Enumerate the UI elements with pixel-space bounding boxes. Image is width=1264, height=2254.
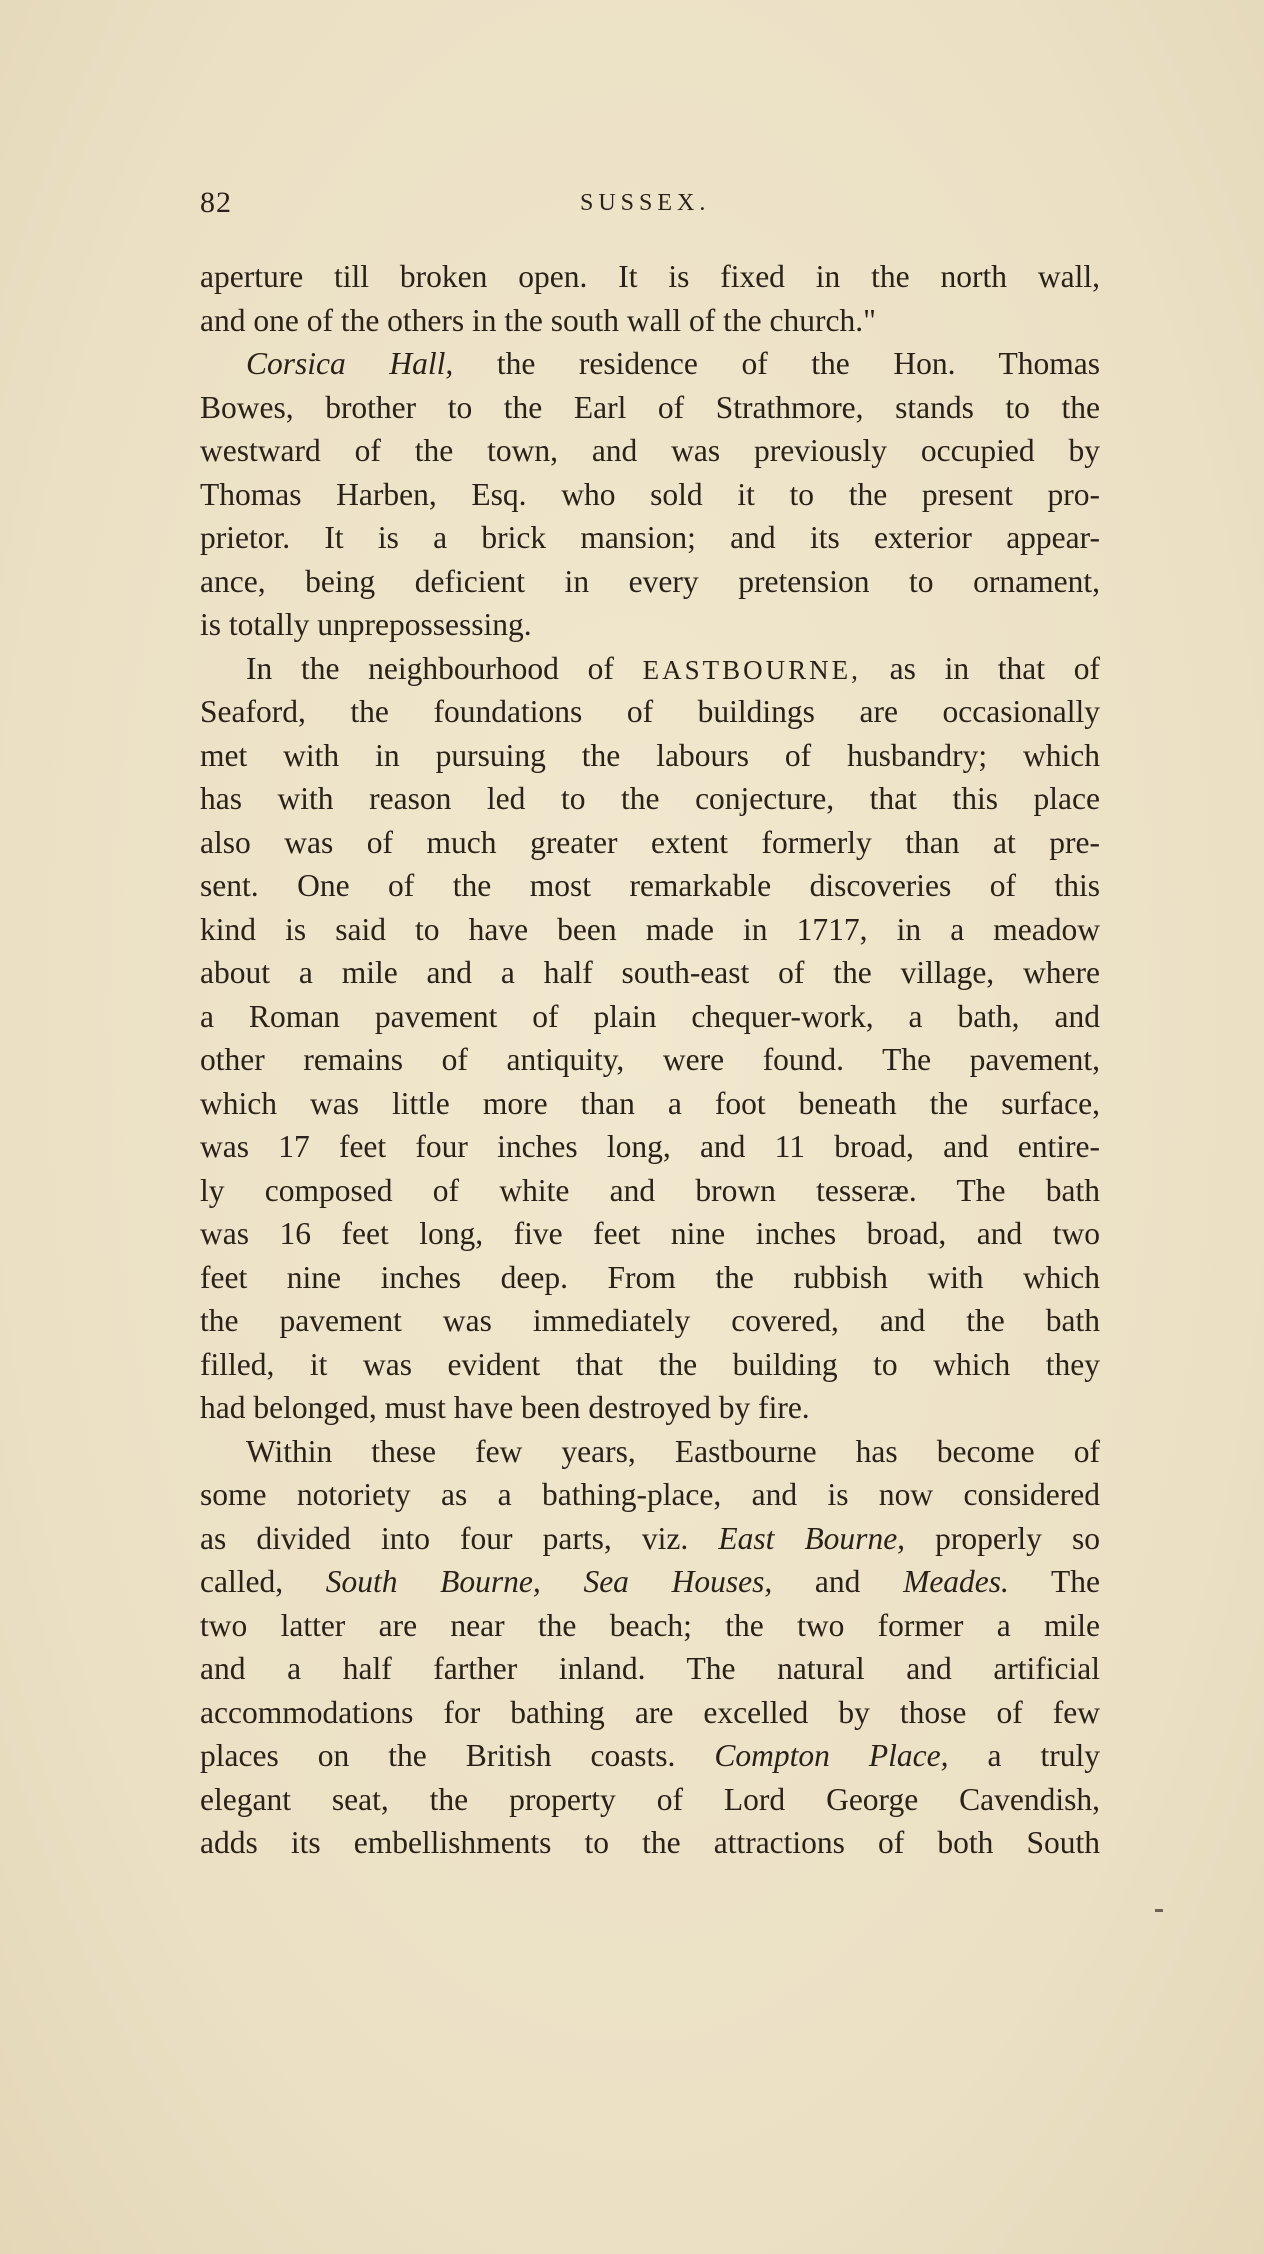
text-line [200,1168,1100,1214]
page-header [200,186,1100,226]
text-run: about a mile and a half south-east of the village, where [200,955,1100,990]
page-number: 82 [200,186,232,219]
text-run: ance, being deficient in every pretension to ornament, [200,563,1100,599]
italic-text: Corsica Hall, [246,346,454,381]
text-run: had belonged, must have been destroyed by fire. [200,1390,810,1425]
italic-text: Compton Place, [714,1738,949,1773]
text-run: prietor. It is a brick mansion; and its exterior appear- [200,520,1100,555]
text-line [200,689,1100,735]
text-line [200,1733,1100,1779]
text-run: some notoriety as a bathing-place, and is now considered [200,1477,1100,1512]
text-run: and a half farther inland. The natural and artificial [200,1651,1100,1686]
text-run: was 16 feet long, five feet nine inches broad, and two [200,1216,1100,1251]
text-line [200,1037,1100,1083]
text-run: and [772,1564,904,1599]
text-run: ly composed of white and brown tesseræ. The bath [200,1172,1100,1208]
text-line [200,559,1100,605]
text-line [200,1385,1100,1431]
text-run: also was of much greater extent formerly than at pre- [200,824,1100,860]
text-run: westward of the town, and was previously occupied by [200,433,1100,468]
text-run: as divided into four parts, viz. [200,1520,719,1556]
italic-text: South Bourne, Sea Houses, [325,1564,773,1599]
text-run: sent. One of the most remarkable discoveries of this [200,868,1100,903]
text-run: kind is said to have been made in 1717, in a meadow [200,911,1100,947]
text-run: aperture till broken open. It is fixed in the north wall, [200,259,1100,294]
italic-text: East Bourne, [718,1520,906,1556]
text-line [200,820,1100,866]
text-run: accommodations for bathing are excelled by those of few [200,1694,1100,1730]
text-run: places on the British coasts. [200,1738,715,1773]
text-line [200,602,1100,648]
text-run: The [1008,1564,1100,1599]
text-run: properly so [905,1520,1100,1556]
text-line [200,994,1100,1040]
text-run: Thomas Harben, Esq. who sold it to the present pro- [200,476,1100,512]
italic-text: Meades. [903,1564,1009,1599]
margin-mark [1155,1909,1163,1912]
text-run: Bowes, brother to the Earl of Strathmore, stands to the [200,389,1100,425]
text-run: other remains of antiquity, were found. The pavement, [200,1042,1100,1077]
text-line [200,1255,1100,1301]
text-line [200,776,1100,822]
text-line [200,1472,1100,1518]
text-line [200,950,1100,996]
text-line [200,1298,1100,1344]
text-run: a Roman pavement of plain chequer-work, a bath, and [200,998,1100,1034]
running-head: SUSSEX. [580,190,711,216]
text-run: feet nine inches deep. From the rubbish with which [200,1259,1100,1295]
text-line [200,472,1100,518]
text-line [200,298,1100,344]
text-run: and one of the others in the south wall of the church." [200,302,876,338]
text-run: the residence of the Hon. Thomas [453,346,1101,381]
text-line [200,385,1100,431]
text-line [200,907,1100,953]
small-caps-text: EASTBOURNE, [642,654,861,685]
text-run: the pavement was immediately covered, and the bath [200,1303,1100,1338]
text-line [246,1429,1100,1475]
text-run: was 17 feet four inches long, and 11 broad, and entire- [200,1129,1100,1164]
text-run: met with in pursuing the labours of husbandry; which [200,737,1100,773]
text-line [246,341,1100,387]
text-line [200,1603,1100,1649]
text-run: which was little more than a foot beneath the surface, [200,1085,1100,1121]
text-line [200,1820,1100,1866]
text-line [246,646,1100,692]
text-line [200,254,1100,300]
text-run: In the neighbourhood of [246,650,643,686]
text-run: Seaford, the foundations of buildings are occasionally [200,694,1100,729]
text-run: as in that of [860,650,1101,686]
text-line [200,733,1100,779]
text-run: called, [200,1564,326,1599]
text-line [200,1516,1100,1562]
text-line [200,515,1100,561]
text-run: has with reason led to the conjecture, that this place [200,781,1100,816]
text-line [200,1124,1100,1170]
text-line [200,1342,1100,1388]
text-line [200,1646,1100,1692]
text-run: filled, it was evident that the building to which they [200,1346,1100,1382]
text-run: elegant seat, the property of Lord George Cavendish, [200,1781,1100,1817]
text-run: a truly [948,1738,1100,1773]
text-run: Within these few years, Eastbourne has become of [246,1433,1100,1469]
text-line [200,1081,1100,1127]
text-run: adds its embellishments to the attractions of both South [200,1825,1100,1860]
text-line [200,1559,1100,1605]
text-run: is totally unprepossessing. [200,607,532,642]
text-line [200,428,1100,474]
text-line [200,1211,1100,1257]
text-line [200,1777,1100,1823]
text-line [200,863,1100,909]
text-line [200,1690,1100,1736]
text-run: two latter are near the beach; the two former a mile [200,1607,1100,1643]
